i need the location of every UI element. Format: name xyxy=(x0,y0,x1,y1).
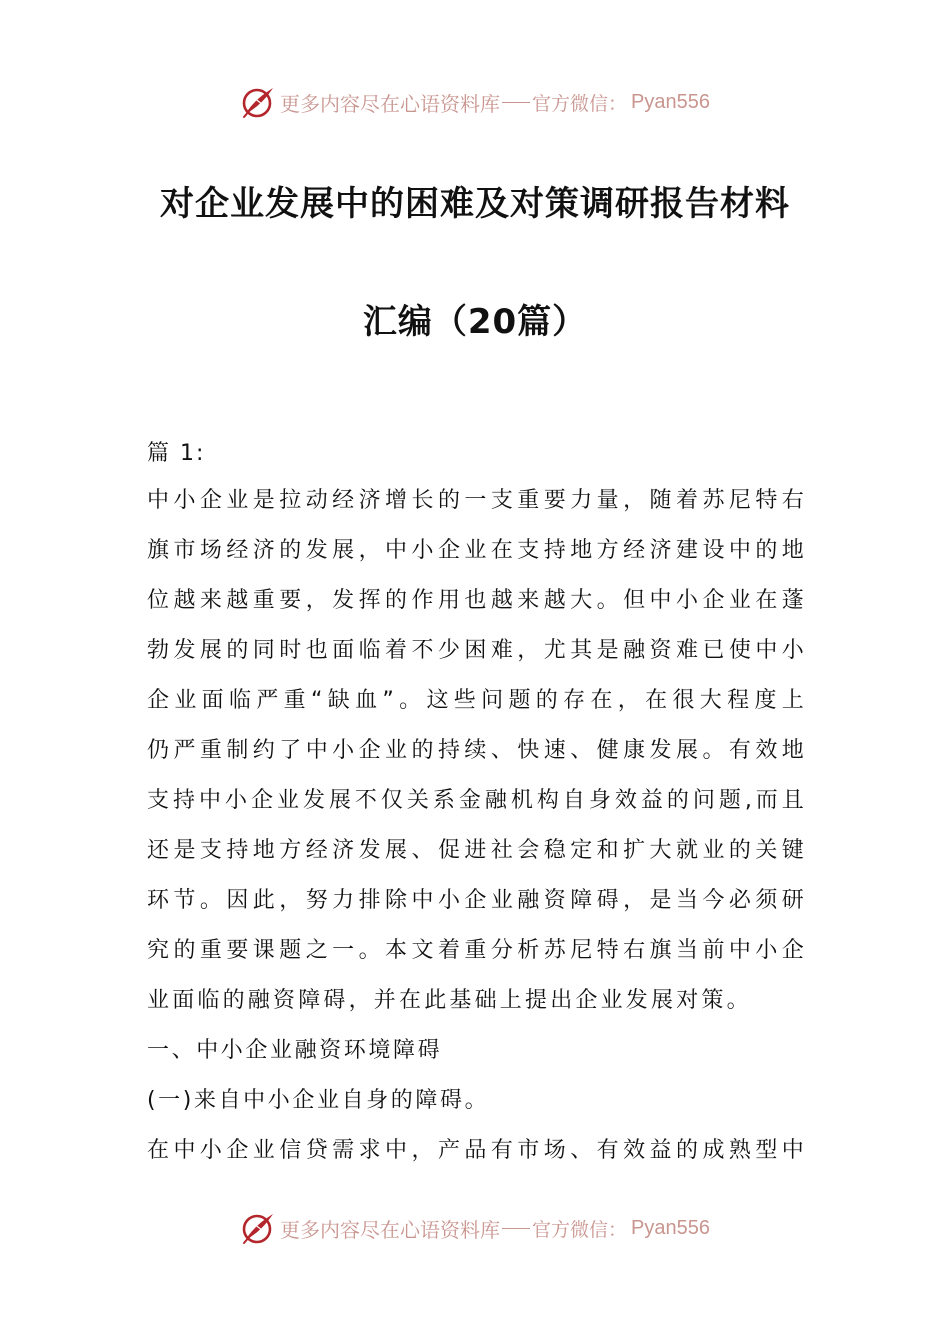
paragraph-line: 在中小企业信贷需求中，产品有市场、有效益的成熟型中 xyxy=(147,1138,807,1163)
footer-slogan: 更多内容尽在心语资料库 xyxy=(280,1217,500,1242)
chapter-label: 篇 1: xyxy=(147,441,206,466)
section-heading: 一、中小企业融资环境障碍 xyxy=(147,1038,443,1063)
header-wechat-id: Pyan556 xyxy=(631,90,710,113)
paragraph-line: 位越来越重要，发挥的作用也越来越大。但中小企业在蓬 xyxy=(147,588,807,613)
quill-logo-icon xyxy=(240,1210,276,1246)
paragraph-line: 旗市场经济的发展，中小企业在支持地方经济建设中的地 xyxy=(147,538,807,563)
paragraph-line: 支持中小企业发展不仅关系金融机构自身效益的问题,而且 xyxy=(147,788,807,813)
subsection-heading: (一)来自中小企业自身的障碍。 xyxy=(147,1088,490,1113)
header-dash xyxy=(502,102,530,103)
paragraph-line: 还是支持地方经济发展、促进社会稳定和扩大就业的关键 xyxy=(147,838,807,863)
quill-logo-icon xyxy=(240,84,276,120)
paragraph-line: 究的重要课题之一。本文着重分析苏尼特右旗当前中小企 xyxy=(147,938,807,963)
paragraph-line: 业面临的融资障碍，并在此基础上提出企业发展对策。 xyxy=(147,988,752,1013)
header-banner xyxy=(0,82,950,122)
paragraph-line: 勃发展的同时也面临着不少困难，尤其是融资难已使中小 xyxy=(147,638,807,663)
header-official-label: 官方微信： xyxy=(532,92,628,115)
document-title-line-1: 对企业发展中的困难及对策调研报告材料 xyxy=(160,184,790,224)
footer-dash xyxy=(502,1228,530,1229)
paragraph-line: 中小企业是拉动经济增长的一支重要力量，随着苏尼特右 xyxy=(147,488,807,513)
header-slogan: 更多内容尽在心语资料库 xyxy=(280,91,500,116)
article-body xyxy=(147,432,807,1176)
paragraph-line: 环节。因此，努力排除中小企业融资障碍，是当今必须研 xyxy=(147,888,807,913)
paragraph-2 xyxy=(147,1126,807,1176)
paragraph-line: 企业面临严重“缺血”。这些问题的存在，在很大程度上 xyxy=(147,688,807,713)
footer-wechat-id: Pyan556 xyxy=(631,1216,710,1239)
paragraph-1 xyxy=(147,476,807,1026)
footer-banner xyxy=(0,1208,950,1248)
footer-official-label: 官方微信： xyxy=(532,1218,628,1241)
paragraph-line: 仍严重制约了中小企业的持续、快速、健康发展。有效地 xyxy=(147,738,807,763)
document-title-line-2: 汇编（20篇） xyxy=(362,302,588,342)
